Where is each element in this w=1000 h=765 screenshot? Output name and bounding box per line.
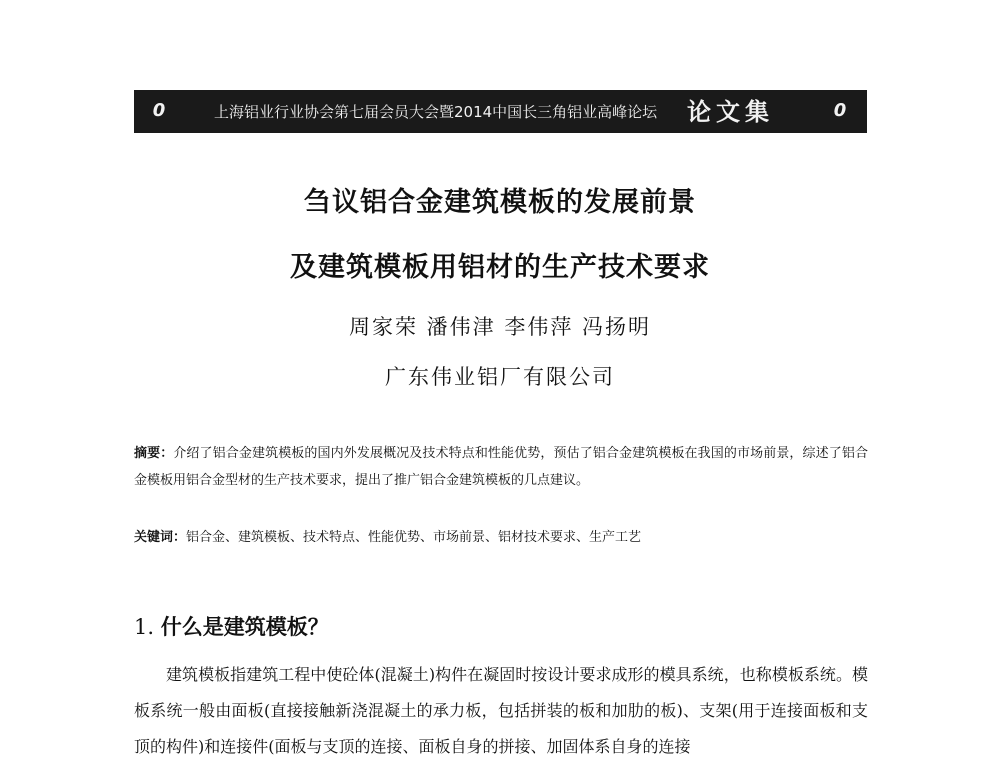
paper-authors: 周家荣 潘伟津 李伟萍 冯扬明	[348, 315, 652, 339]
conference-name: 上海铝业行业协会第七届会员大会暨2014中国长三角铝业高峰论坛	[214, 103, 658, 121]
section-number: 1.	[134, 615, 161, 639]
paper-title-line2: 及建筑模板用铝材的生产技术要求	[290, 252, 710, 283]
section-body-paragraph: 建筑模板指建筑工程中使砼体(混凝土)构件在凝固时按设计要求成形的模具系统，也称模板系统。模板系统一般由面板(直接接触新浇混凝土的承力板，包括拼装的板和加肋的板)、支架(用于连接面板和支顶的构件)和连接件(面板与支顶的连接、面板自身的拼接、加固体系自身的连接	[134, 665, 868, 756]
banner-mark-left-icon: 0	[152, 100, 166, 121]
proceedings-label: 论文集	[687, 97, 774, 126]
paper-title-line1: 刍议铝合金建筑模板的发展前景	[304, 187, 696, 218]
keywords-text: 铝合金、建筑模板、技术特点、性能优势、市场前景、铝材技术要求、生产工艺	[186, 530, 642, 545]
section-title: 什么是建筑模板？	[160, 615, 329, 639]
banner-mark-right-icon: 0	[833, 100, 847, 121]
abstract	[134, 440, 868, 494]
paper-affiliation: 广东伟业铝厂有限公司	[385, 365, 615, 389]
abstract-label: 摘要：	[134, 446, 174, 461]
abstract-text: 介绍了铝合金建筑模板的国内外发展概况及技术特点和性能优势，预估了铝合金建筑模板在我国的市场前景，综述了铝合金模板用铝合金型材的生产技术要求，提出了推广铝合金建筑模板的几点建议。	[134, 446, 868, 488]
keywords-label: 关键词：	[134, 530, 187, 545]
keywords	[134, 526, 868, 550]
section-heading	[134, 612, 329, 642]
conference-banner	[134, 90, 867, 133]
